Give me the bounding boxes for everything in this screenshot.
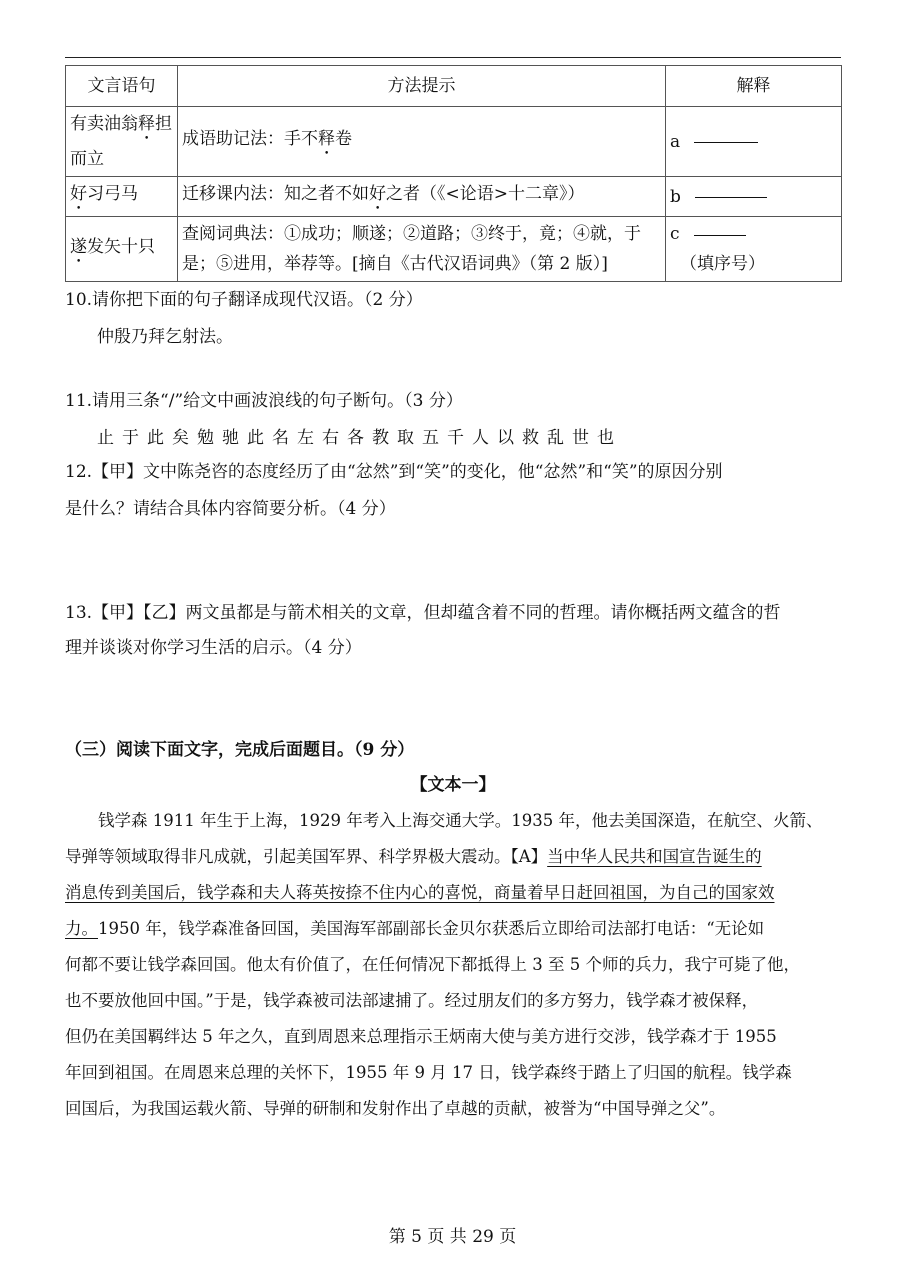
method-table <box>65 65 842 282</box>
passage <box>65 809 841 1121</box>
passage-text: 导弹等领域取得非凡成就，引起美国军界、科学界极大震动。【A】 <box>65 847 548 866</box>
passage-line <box>65 1061 841 1085</box>
phrase-text: 习弓马 <box>87 184 138 204</box>
header-answer: 解释 <box>666 66 842 107</box>
table-row <box>66 107 842 177</box>
answer-note: （填序号） <box>680 254 765 274</box>
top-rule <box>65 57 841 58</box>
hint-text: 迁移课内法：知之者不如 <box>182 184 369 204</box>
emphasized-char: 好 <box>369 184 386 204</box>
answer-label: b <box>670 186 681 207</box>
passage-line <box>65 809 841 833</box>
emphasized-char: 好 <box>70 184 87 204</box>
text-title: 【文本一】 <box>410 775 496 795</box>
underlined-text: 当中华人民共和国宣告诞生的 <box>547 847 762 866</box>
passage-text: 回国后，为我国运载火箭、导弹的研制和发射作出了卓越的贡献，被誉为“中国导弹之父”。 <box>65 1099 726 1118</box>
phrase-text: 担而立 <box>70 114 172 169</box>
question-13-line: 理并谈谈对你学习生活的启示。（4 分） <box>65 638 362 658</box>
phrase-cell <box>66 177 178 217</box>
hint-cell <box>178 177 666 217</box>
passage-line <box>65 881 841 905</box>
hint-cell <box>178 217 666 282</box>
answer-cell <box>666 177 842 217</box>
underlined-text: 消息传到美国后，钱学森和夫人蒋英按捺不住内心的喜悦，商量着早日赶回祖国，为自己的国家效 <box>65 883 775 902</box>
table-row <box>66 217 842 282</box>
underlined-text: 力。 <box>65 919 98 938</box>
hint-text: 之者（《<论语>十二章》） <box>386 184 585 204</box>
phrase-cell <box>66 107 178 177</box>
question-12-line: 是什么？请结合具体内容简要分析。（4 分） <box>65 499 396 519</box>
passage-line <box>65 989 841 1013</box>
passage-text: 年回到祖国。在周恩来总理的关怀下，1955 年 9 月 17 日，钱学森终于踏上了归国的航程。钱学森 <box>65 1063 792 1082</box>
emphasized-char: 释 <box>138 114 155 134</box>
emphasized-char: 遂 <box>70 236 87 257</box>
passage-text: 钱学森 1911 年生于上海，1929 年考入上海交通大学。1935 年，他去美国深造，在航空、火箭、 <box>65 811 823 830</box>
passage-text: 但仍在美国羁绊达 5 年之久，直到周恩来总理指示王炳南大使与美方进行交涉，钱学森才于 1955 <box>65 1027 777 1046</box>
passage-line <box>65 1097 841 1121</box>
answer-cell <box>666 217 842 282</box>
section-heading: （三）阅读下面文字，完成后面题目。（9 分） <box>65 740 415 760</box>
phrase-text: 发矢十只 <box>87 236 155 257</box>
hint-text: 成语助记法：手不 <box>182 129 318 149</box>
answer-blank-a[interactable] <box>694 141 758 143</box>
hint-text: 卷 <box>335 129 352 149</box>
passage-line <box>65 917 841 941</box>
answer-blank-c[interactable] <box>694 234 746 236</box>
passage-text: 也不要放他回中国。”于是，钱学森被司法部逮捕了。经过朋友们的多方努力，钱学森才被保释， <box>65 991 759 1010</box>
answer-label: a <box>670 131 681 152</box>
header-phrase: 文言语句 <box>66 66 178 107</box>
table-row <box>66 177 842 217</box>
page-footer: 第 5 页 共 29 页 <box>388 1227 517 1247</box>
passage-text: 何都不要让钱学森回国。他太有价值了，在任何情况下都抵得上 3 至 5 个师的兵力，我宁可毙了他， <box>65 955 800 974</box>
question-10: 10.请你把下面的句子翻译成现代汉语。（2 分） <box>65 290 423 310</box>
emphasized-char: 释 <box>318 129 335 149</box>
question-11: 11.请用三条“/”给文中画波浪线的句子断句。（3 分） <box>65 391 463 411</box>
hint-text: 查阅词典法：①成功；顺遂；②道路；③终于，竟；④就，于是；⑤进用，举荐等。[摘自《古代汉语词典》（第 2 版）] <box>182 224 641 274</box>
question-13-line: 13.【甲】【乙】两文虽都是与箭术相关的文章，但却蕴含着不同的哲理。请你概括两文蕴含的哲 <box>65 603 781 623</box>
table-header-row <box>66 66 842 107</box>
phrase-text: 有卖油翁 <box>70 114 138 134</box>
passage-line <box>65 953 841 977</box>
passage-text: 1950 年，钱学森准备回国，美国海军部副部长金贝尔获悉后立即给司法部打电话：“无论如 <box>98 919 765 938</box>
answer-blank-b[interactable] <box>695 196 767 198</box>
question-11-sentence: 止于此矣勉驰此名左右各教取五千人以救乱世也 <box>97 428 622 448</box>
passage-line <box>65 845 841 869</box>
phrase-cell <box>66 217 178 282</box>
question-10-sentence: 仲殷乃拜乞射法。 <box>97 327 233 347</box>
answer-label: c <box>670 224 680 244</box>
question-12-line: 12.【甲】文中陈尧咨的态度经历了由“忿然”到“笑”的变化，他“忿然”和“笑”的原因分别 <box>65 462 723 482</box>
header-hint: 方法提示 <box>178 66 666 107</box>
answer-cell <box>666 107 842 177</box>
passage-line <box>65 1025 841 1049</box>
hint-cell <box>178 107 666 177</box>
